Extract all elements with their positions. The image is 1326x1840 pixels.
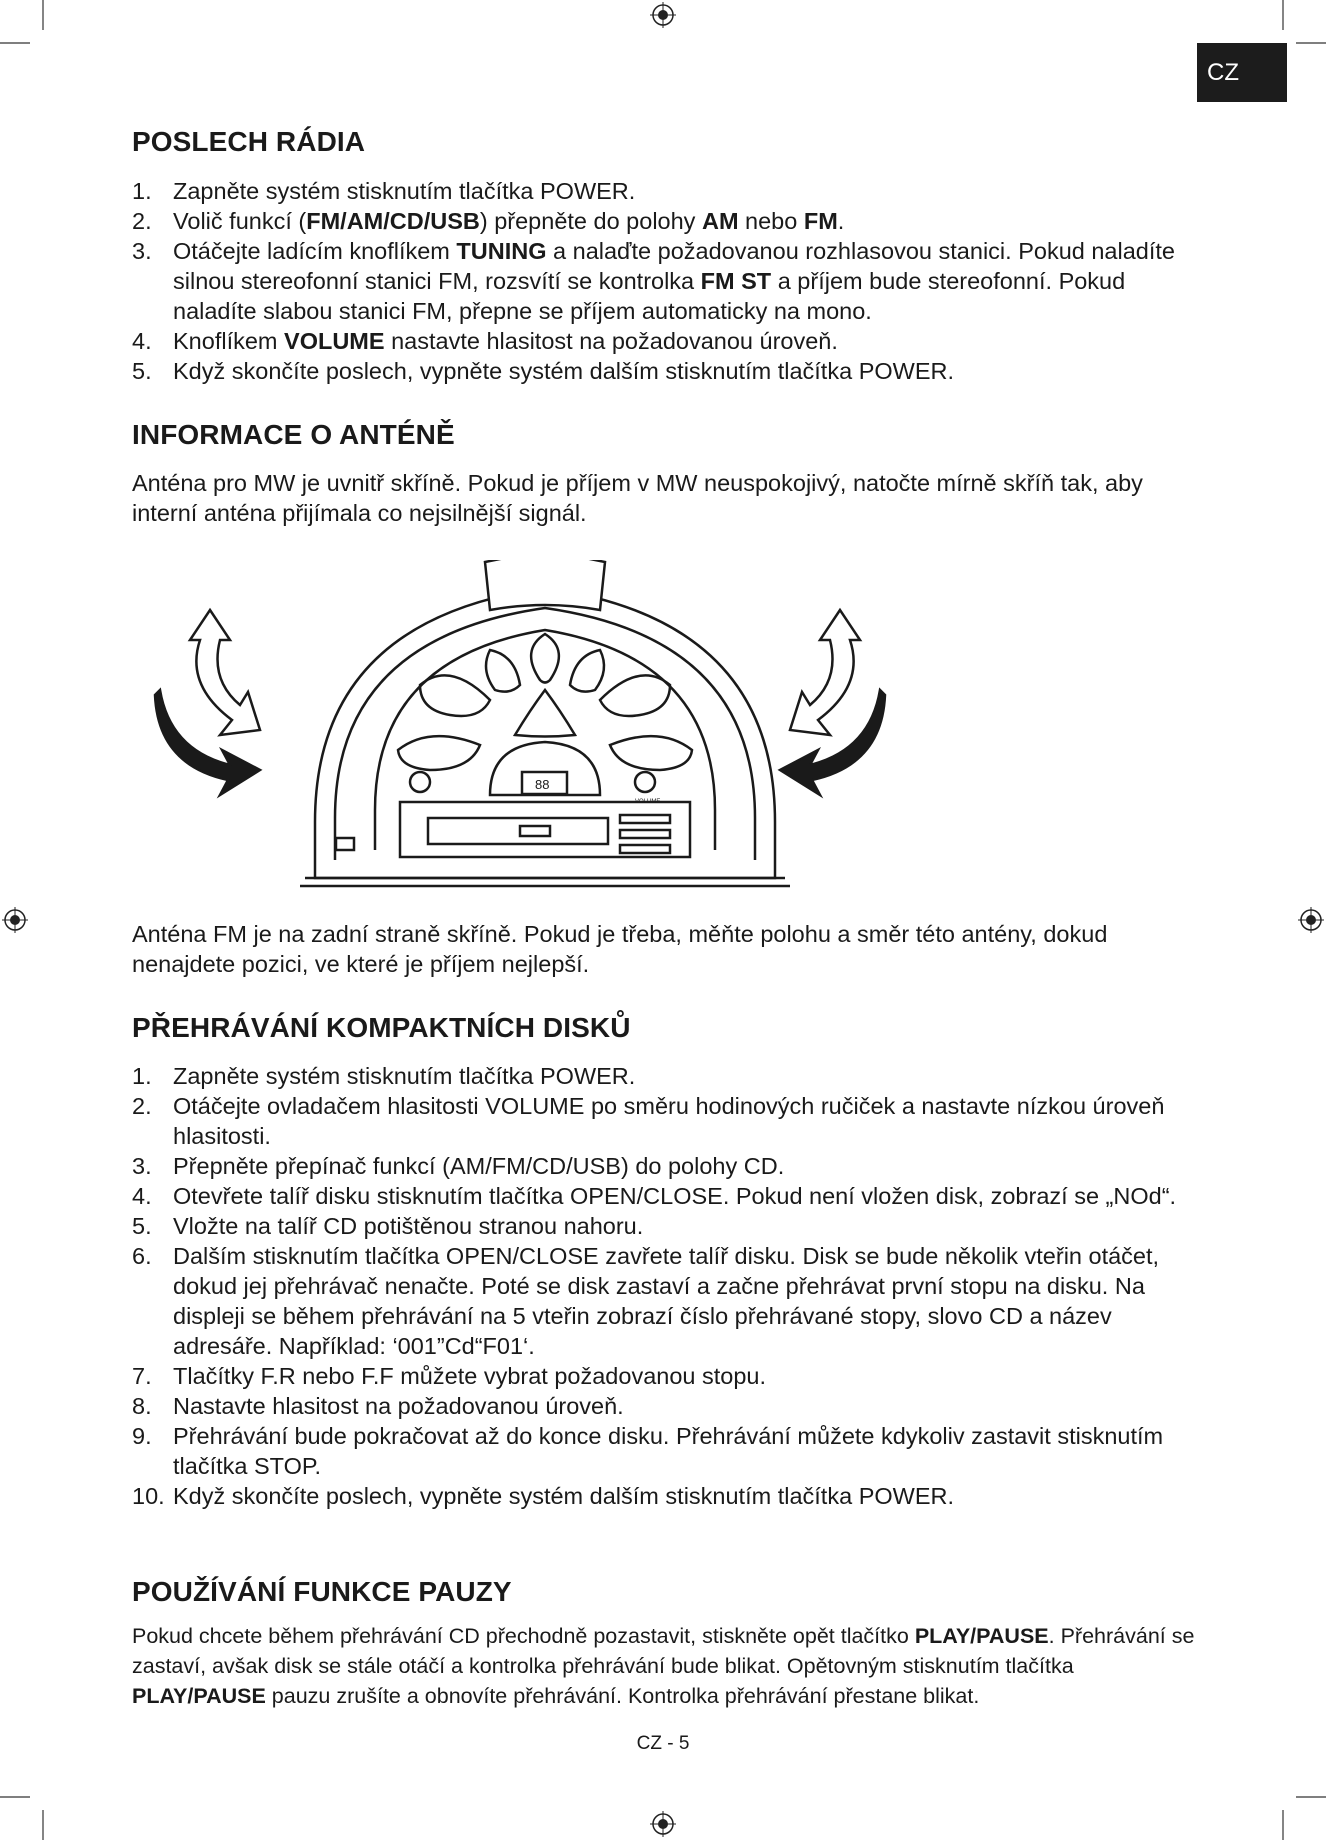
text-run: ) přepněte do polohy — [479, 208, 702, 234]
list-number: 3. — [132, 238, 152, 264]
list-number: 10. — [132, 1483, 165, 1509]
text-run: Nastavte hlasitost na požadovanou úroveň. — [173, 1393, 624, 1419]
list-item — [132, 1181, 1212, 1211]
text-run: a příjem bude stereofonní. Pokud naladíte slabou stanici FM, přepne se příjem automaticky na mono. — [173, 268, 1126, 324]
list-number: 2. — [132, 208, 152, 234]
section-title-pause: POUŽÍVÁNÍ FUNKCE PAUZY — [132, 1576, 512, 1607]
text-run: a nalaďte požadovanou rozhlasovou stanici. Pokud naladíte silnou stereofonní stanici FM, rozsvítí se kontrolka — [173, 238, 1175, 294]
list-number: 3. — [132, 1153, 152, 1179]
list-number: 9. — [132, 1423, 152, 1449]
list-item — [132, 1361, 1212, 1391]
dial-display: 88 — [535, 777, 550, 792]
list-number: 6. — [132, 1243, 152, 1269]
text-run: Přepněte přepínač funkcí (AM/FM/CD/USB) do polohy CD. — [173, 1153, 785, 1179]
list-number: 5. — [132, 358, 152, 384]
bold-term: FM/AM/CD/USB — [306, 208, 480, 234]
text-run: Otáčejte ladícím knoflíkem — [173, 238, 457, 264]
text-run: Knoflíkem — [173, 328, 285, 354]
antenna-mw-text: Anténa pro MW je uvnitř skříně. Pokud je příjem v MW neuspokojivý, natočte mírně skříň tak, aby interní anténa přijímala co nejsilnější signál. — [132, 470, 1143, 526]
text-run: Otáčejte ovladačem hlasitosti VOLUME po směru hodinových ručiček a nastavte nízkou úroveň hlasitosti. — [173, 1093, 1165, 1149]
list-number: 4. — [132, 1183, 152, 1209]
list-number: 2. — [132, 1093, 152, 1119]
list-item — [132, 326, 1212, 356]
text-run: Tlačítky F.R nebo F.F můžete vybrat požadovanou stopu. — [173, 1363, 767, 1389]
bold-term: PLAY/PAUSE — [914, 1624, 1049, 1648]
text-run: . — [837, 208, 845, 234]
section-title-radio: POSLECH RÁDIA — [132, 126, 366, 157]
list-item — [132, 1151, 1212, 1181]
list-number: 8. — [132, 1393, 152, 1419]
list-item — [132, 206, 1212, 236]
list-item — [132, 236, 1212, 326]
text-run: Zapněte systém stisknutím tlačítka POWER. — [173, 178, 636, 204]
rotate-arrow-right-icon — [790, 610, 860, 735]
text-run: nastavte hlasitost na požadovanou úroveň. — [384, 328, 838, 354]
list-item — [132, 1211, 1212, 1241]
radio-illustration — [150, 560, 890, 890]
rotate-arrow-left-icon — [190, 610, 260, 735]
text-run: Když skončíte poslech, vypněte systém dalším stisknutím tlačítka POWER. — [173, 358, 954, 384]
list-item — [132, 356, 1212, 386]
list-number: 1. — [132, 178, 152, 204]
section-title-antenna: INFORMACE O ANTÉNĚ — [132, 419, 455, 450]
section-title-cd: PŘEHRÁVÁNÍ KOMPAKTNÍCH DISKŮ — [132, 1012, 631, 1043]
text-run: Dalším stisknutím tlačítka OPEN/CLOSE zavřete talíř disku. Disk se bude několik vteřin otáčet, dokud jej přehrávač nenačte. Poté se disk zastaví a začne přehrávat první stopu na disku. Na displeji se během přehrávání na 5 vteřin zobrazí číslo přehrávané stopy, slovo CD a název adresáře. Například: ‘001”Cd“F01‘. — [173, 1243, 1160, 1359]
text-run: Otevřete talíř disku stisknutím tlačítka OPEN/CLOSE. Pokud není vložen disk, zobrazí se „NOd“. — [173, 1183, 1177, 1209]
list-item — [132, 1091, 1212, 1151]
registration-mark-icon — [650, 2, 676, 28]
list-number: 5. — [132, 1213, 152, 1239]
list-number: 7. — [132, 1363, 152, 1389]
bold-term: FM ST — [700, 268, 772, 294]
cd-steps-list — [132, 1061, 1212, 1511]
list-number: 1. — [132, 1063, 152, 1089]
text-run: Přehrávání bude pokračovat až do konce disku. Přehrávání můžete kdykoliv zastavit stisknutím tlačítka STOP. — [173, 1423, 1164, 1479]
registration-mark-icon — [1298, 907, 1324, 933]
list-item — [132, 1391, 1212, 1421]
bold-term: PLAY/PAUSE — [132, 1684, 266, 1708]
bold-term: VOLUME — [284, 328, 385, 354]
list-item — [132, 176, 1212, 206]
list-item — [132, 1481, 1212, 1511]
registration-mark-icon — [650, 1811, 676, 1837]
text-run: Když skončíte poslech, vypněte systém dalším stisknutím tlačítka POWER. — [173, 1483, 954, 1509]
language-tab: CZ — [1197, 43, 1287, 102]
text-run: pauzu zrušíte a obnovíte přehrávání. Kontrolka přehrávání přestane blikat. — [265, 1684, 980, 1708]
text-run: . Přehrávání se zastaví, avšak disk se stále otáčí a kontrolka přehrávání bude blikat. Opětovným stisknutím tlačítka — [132, 1624, 1195, 1678]
text-run: Pokud chcete během přehrávání CD přechodně pozastavit, stiskněte opět tlačítko — [132, 1624, 915, 1648]
list-number: 4. — [132, 328, 152, 354]
antenna-fm-text: Anténa FM je na zadní straně skříně. Pokud je třeba, měňte polohu a směr této antény, dokud nenajdete pozici, ve které je příjem nejlepší. — [132, 921, 1108, 977]
volume-label: VOLUME — [635, 799, 661, 805]
page-number: CZ - 5 — [636, 1733, 690, 1754]
registration-mark-icon — [2, 907, 28, 933]
text-run: Vložte na talíř CD potištěnou stranou nahoru. — [173, 1213, 644, 1239]
list-item — [132, 1241, 1212, 1361]
radio-steps-list — [132, 176, 1212, 386]
list-item — [132, 1061, 1212, 1091]
bold-term: TUNING — [456, 238, 547, 264]
pause-text — [132, 1621, 1212, 1711]
text-run: nebo — [738, 208, 804, 234]
bold-term: FM — [803, 208, 838, 234]
text-run: Zapněte systém stisknutím tlačítka POWER. — [173, 1063, 636, 1089]
list-item — [132, 1421, 1212, 1481]
bold-term: AM — [701, 208, 739, 234]
text-run: Volič funkcí ( — [173, 208, 307, 234]
